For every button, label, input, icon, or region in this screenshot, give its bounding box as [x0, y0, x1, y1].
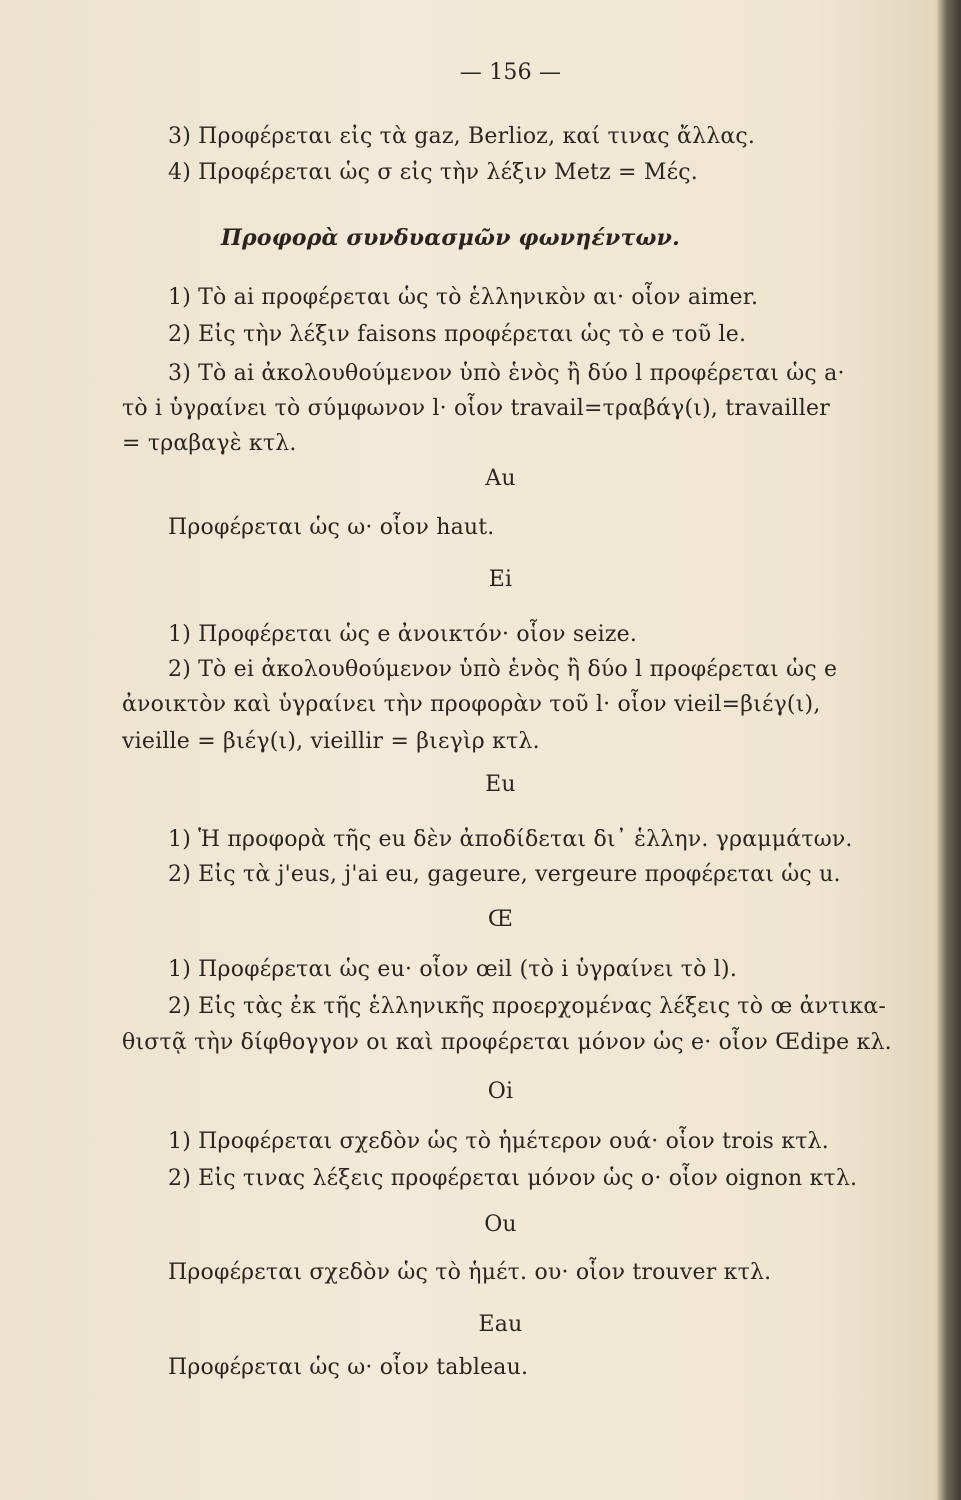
- paragraph-line: Προφέρεται ὡς ω· οἷον haut.: [168, 515, 495, 540]
- subheading-au: Au: [485, 466, 516, 491]
- paragraph-line: 1) Προφέρεται ὡς e ἀνοικτόν· οἷον seize.: [168, 622, 638, 647]
- paragraph-line: 3) Τὸ ai ἀκολουθούμενον ὑπὸ ἑνὸς ἢ δύο l προφέρεται ὡς a·: [168, 361, 845, 386]
- paragraph-line: τὸ i ὑγραίνει τὸ σύμφωνον l· οἷον travail=τραβάγ(ι), travailler: [122, 396, 830, 421]
- paragraph-line: 1) Ἡ προφορὰ τῆς eu δὲν ἀποδίδεται δι᾽ ἑλλην. γραμμάτων.: [168, 827, 853, 852]
- paragraph-line: 1) Τὸ ai προφέρεται ὡς τὸ ἑλληνικὸν αι· οἷον aimer.: [168, 285, 759, 310]
- paragraph-line: 2) Εἰς τὰ j'eus, j'ai eu, gageure, vergeure προφέρεται ὡς u.: [168, 862, 841, 887]
- section-1-line-1: 3) Προφέρεται εἰς τὰ gaz, Berlioz, καί τινας ἄλλας.: [168, 124, 756, 149]
- paragraph-line: θιστᾷ τὴν δίφθογγον οι καὶ προφέρεται μόνον ὡς e· οἷον Œdipe κλ.: [122, 1030, 892, 1055]
- paragraph-line: ἀνοικτὸν καὶ ὑγραίνει τὴν προφορὰν τοῦ l· οἷον vieil=βιέγ(ι),: [122, 692, 821, 717]
- subheading-eau: Eau: [478, 1312, 523, 1337]
- page-number: — 156 —: [459, 60, 562, 85]
- paragraph-line: 1) Προφέρεται ὡς eu· οἷον œil (τὸ i ὑγραίνει τὸ l).: [168, 957, 738, 982]
- section-heading: Προφορὰ συνδυασμῶν φωνηέντων.: [221, 225, 680, 251]
- subheading-ei: Ei: [488, 567, 513, 592]
- subheading-ou: Ou: [484, 1212, 517, 1237]
- paragraph-line: 2) Εἰς τινας λέξεις προφέρεται μόνον ὡς o· οἷον oignon κτλ.: [168, 1166, 858, 1191]
- subheading-eu: Eu: [485, 772, 516, 797]
- paragraph-line: vieille = βιέγ(ι), vieillir = βιεγὶρ κτλ.: [122, 729, 540, 754]
- section-1-line-2: 4) Προφέρεται ὡς σ εἰς τὴν λέξιν Metz = Μές.: [168, 160, 698, 185]
- paragraph-line: = τραβαγὲ κτλ.: [122, 431, 297, 456]
- subheading-oe: Œ: [487, 907, 514, 932]
- paragraph-line: 1) Προφέρεται σχεδὸν ὡς τὸ ἡμέτερον ουά· οἷον trois κτλ.: [168, 1129, 829, 1154]
- subheading-oi: Oi: [487, 1079, 514, 1104]
- paragraph-line: 2) Εἰς τὴν λέξιν faisons προφέρεται ὡς τὸ e τοῦ le.: [168, 322, 747, 347]
- paragraph-line: Προφέρεται σχεδὸν ὡς τὸ ἡμέτ. ου· οἷον trouver κτλ.: [168, 1260, 772, 1285]
- paragraph-line: Προφέρεται ὡς ω· οἷον tableau.: [168, 1355, 529, 1380]
- paragraph-line: 2) Εἰς τὰς ἐκ τῆς ἑλληνικῆς προερχομένας λέξεις τὸ œ ἀντικα-: [168, 994, 887, 1019]
- paragraph-line: 2) Τὸ ei ἀκολουθούμενον ὑπὸ ἑνὸς ἢ δύο l προφέρεται ὡς e: [168, 657, 838, 682]
